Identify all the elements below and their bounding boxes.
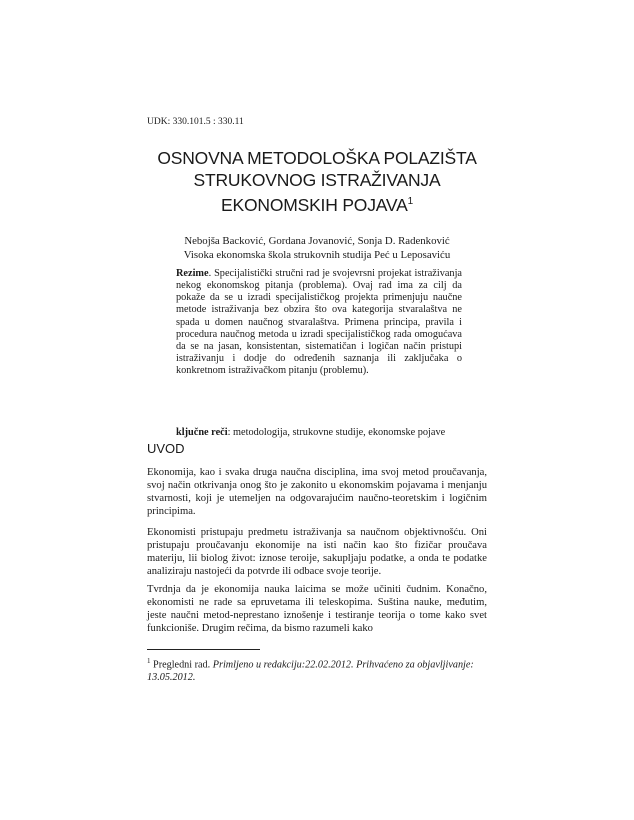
footnote-plain: Pregledni rad. (150, 659, 213, 671)
footnote-dates: Primljeno u redakciju:22.02.2012. Prihvaćeno za objavljivanje: 13.05.2012. (147, 659, 474, 683)
abstract (176, 268, 462, 377)
keywords (176, 427, 462, 439)
author-affiliation: Visoka ekonomska škola strukovnih studija Peć u Leposaviću (183, 248, 451, 261)
keywords-label: ključne reči (176, 427, 228, 438)
body-paragraph: Ekonomisti pristupaju predmetu istraživanja sa naučnom objektivnošću. Oni pristupaju proučavanju ekonomije na isti način kao što fizičar proučava materiju, lii biolog život: iznose teroije, sakupljaju podatke, a onda te podatke analiziraju nastojeći da potvrde ili odbace svoje teorije. (147, 527, 487, 578)
author-block (147, 235, 487, 262)
author-names: Nebojša Backović, Gordana Jovanović, Sonja D. Radenković (184, 235, 450, 247)
footnote-mark: 1 (147, 657, 151, 665)
footnote-divider (147, 649, 260, 650)
title-line-2: STRUKOVNOG ISTRAŽIVANJA (193, 170, 441, 190)
abstract-label: Rezime (176, 268, 209, 279)
body-paragraph: Ekonomija, kao i svaka druga naučna disciplina, ima svoj metod proučavanja, svoj način otkrivanja onog što je zakonito u ekonomskim pojavama i menjanju stvarnosti, koji je utemeljen na odgovarajućim naučno-teoretskim i logičnim principima. (147, 467, 487, 518)
title-line-3: EKONOMSKIH POJAVA (221, 194, 408, 215)
abstract-text: . Specijalistički stručni rad je svojevrsni projekat istraživanja nekog ekonomskog pitanja (problema). Ovaj rad ima za cilj da pokaže da se u izradi specijalističkog projekta primenjuju naučne metode istraživanja bez obzira što ova kategorija stvaralaštva ne spada u domen naučnog stvaralaštva. Primena principa, pravila i procedura naučnog metoda u izradi specijalističkog rada omogućava da se na jasan, konsistentan, sistematičan i logičan način pristupi istraživanju i dodje do određenih saznanja ili zaključaka o konkretnom istraživačkom pitanju (problemu). (176, 268, 462, 377)
section-heading: UVOD (147, 441, 185, 456)
article-title (147, 147, 487, 216)
udk-code: UDK: 330.101.5 : 330.11 (147, 117, 244, 127)
title-footnote-mark[interactable]: 1 (407, 196, 413, 207)
keywords-text: : metodologija, strukovne studije, ekonomske pojave (227, 427, 446, 438)
title-line-1: OSNOVNA METODOLOŠKA POLAZIŠTA (157, 148, 477, 168)
body-paragraph: Tvrdnja da je ekonomija nauka laicima se može učiniti čudnim. Konačno, ekonomisti ne rade sa epruvetama ili teleskopima. Suština nauke, međutim, jeste naučni metod-neprestano iznošenje i testiranje teorija o tome kako svet funkcioniše. Drugim rečima, da bismo razumeli kako (147, 584, 487, 635)
footnote (147, 655, 487, 684)
